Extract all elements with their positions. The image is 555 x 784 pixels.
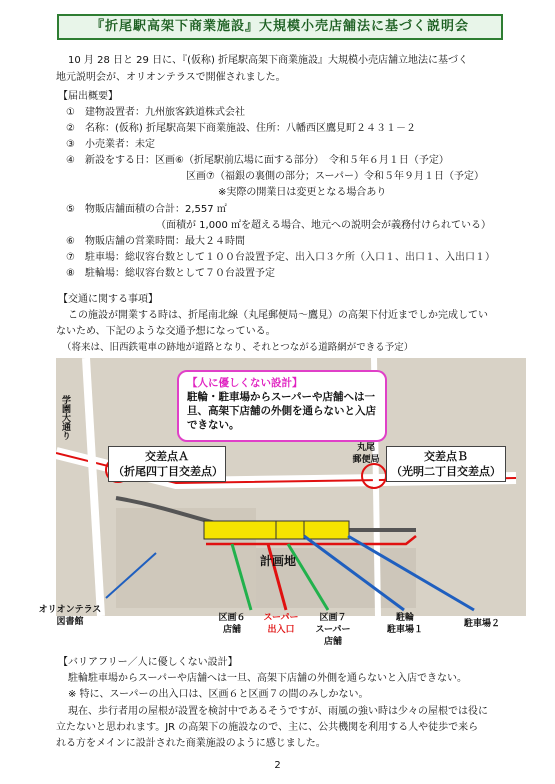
barrier-text: 立たないと思われます。JR の高架下の施設なので、主に、公共機関を利用する人や徒歩で来ら	[56, 722, 479, 733]
crossing-a-subtitle: （折尾四丁目交差点）	[113, 465, 223, 478]
notice-item: ⑥ 物販店舗の営業時間：最大２４時間	[66, 236, 245, 247]
barrier-text: ※ 特に、スーパーの出入口は、区画６と区画７の間のみしかない。	[68, 689, 369, 700]
notice-heading: 【届出概要】	[58, 91, 118, 102]
barrier-text: 駐輪駐車場からスーパーや店舗へは一旦、高架下店舗の外側を通らないと入店できない。	[68, 673, 467, 684]
crossing-b-subtitle: （光明二丁目交差点）	[391, 465, 501, 478]
notice-item: ⑦ 駐車場：総収容台数として１００台設置予定、出入口３ケ所（入口１、出口１、入出口１）	[66, 252, 495, 263]
parking2-label: 駐車場２	[463, 619, 500, 629]
notice-item: （面積が 1,000 ㎡を超える場合、地元への説明会が義務付けられている）	[156, 220, 491, 231]
road-label: 学園大通り	[60, 395, 70, 440]
notice-item: ① 建物設置者：九州旅客鉄道株式会社	[66, 107, 245, 118]
crossing-a-label	[108, 446, 226, 482]
bike-parking-label: 駐輪 駐車場１	[386, 613, 423, 635]
barrier-text: 現在、歩行者用の屋根が設置を検討中であるそうですが、雨風の強い時は少々の屋根では役に	[68, 706, 488, 717]
crossing-a-name: 交差点Ａ	[145, 450, 189, 463]
block6-label: 区画６ 店舗	[218, 613, 246, 635]
notice-item: ※実際の開業日は変更となる場合あり	[218, 187, 387, 198]
callout-unfriendly-design	[177, 370, 387, 442]
notice-item: 区画⑦（福銀の裏側の部分；スーパー）令和５年９月１日（予定）	[186, 171, 484, 182]
library-label: オリオンテラス 図書館	[38, 605, 102, 627]
notice-item: ⑤ 物販店舗面積の合計：2,557 ㎡	[66, 204, 227, 215]
notice-item: ⑧ 駐輪場：総収容台数として７０台設置予定	[66, 268, 275, 279]
intro-line-2: 地元説明会が、オリオンテラスで開催されました。	[56, 72, 286, 83]
crossing-b-label	[386, 446, 506, 482]
crossing-b-name: 交差点Ｂ	[424, 450, 468, 463]
barrier-heading: 【バリアフリー／人に優しくない設計】	[58, 657, 238, 668]
block7-label: 区画７ スーパー 店舗	[315, 613, 351, 647]
plan-area-label: 計画地	[259, 554, 296, 568]
callout-body: 駐輪・駐車場からスーパーや店舗へは一旦、高架下店舗の外側を通らないと入店できない。	[187, 391, 376, 431]
page-title: 『折尾駅高架下商業施設』大規模小売店舗法に基づく説明会	[57, 14, 503, 40]
intro-line-1: 10 月 28 日と 29 日に、『(仮称) 折尾駅高架下商業施設』大規模小売店舗立地法に基づく	[68, 55, 469, 66]
barrier-text: れる方をメインに設計された商業施設のように感じました。	[56, 738, 326, 749]
traffic-text: （将来は、旧西鉄電車の跡地が道路となり、それとつながる道路網ができる予定）	[62, 342, 414, 353]
callout-heading: 【人に優しくない設計】	[187, 377, 303, 389]
traffic-text: ないため、下記のような交通予想になっている。	[56, 326, 276, 337]
traffic-heading: 【交通に関する事項】	[58, 294, 158, 305]
notice-item: ④ 新設をする日：区画⑥（折尾駅前広場に面する部分） 令和５年６月１日（予定）	[66, 155, 449, 166]
notice-item: ③ 小売業者：未定	[66, 139, 155, 150]
traffic-text: この施設が開業する時は、折尾南北線（丸尾郵便局～鷹見）の高架下付近までしか完成してい	[68, 310, 488, 321]
post-office-label: 丸尾 郵便局	[352, 443, 380, 465]
page-number: 2	[274, 760, 281, 771]
notice-item: ② 名称：(仮称) 折尾駅高架下商業施設、住所：八幡西区鷹見町２４３１－２	[66, 123, 416, 134]
super-entrance-label: スーパー 出入口	[263, 613, 299, 635]
